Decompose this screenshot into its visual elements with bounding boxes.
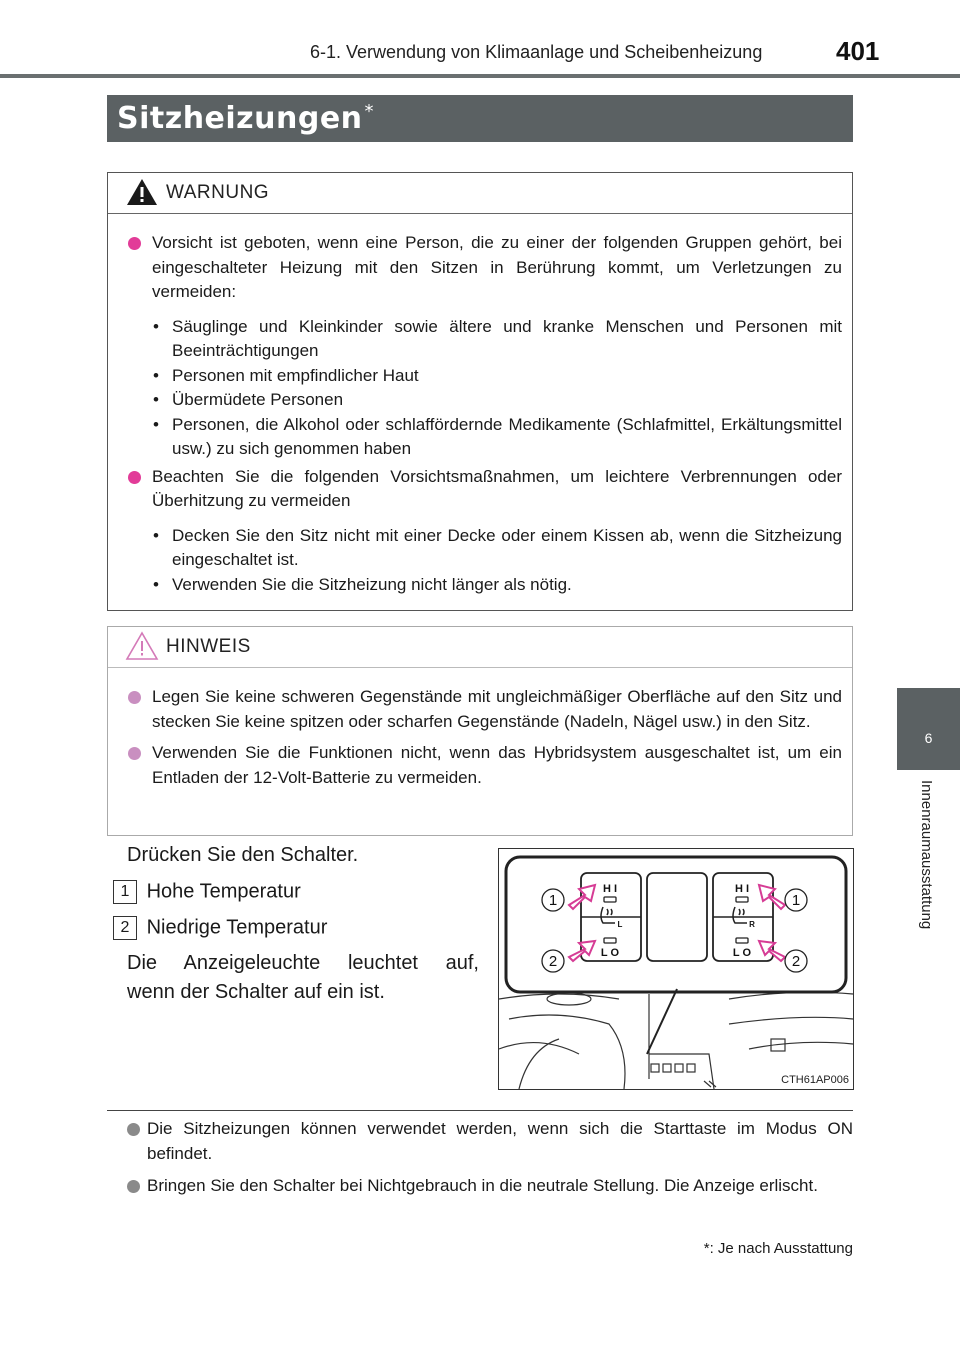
warning-item-text: Beachten Sie die folgenden Vorsichtsmaßnahmen, um leichtere Verbrennungen oder Überhitzung zu vermeiden: [152, 466, 842, 510]
step-label: Niedrige Temperatur: [146, 916, 328, 939]
bottom-notes: [127, 1117, 853, 1207]
optional-marker: *: [364, 101, 375, 122]
section-heading: 6-1. Verwendung von Klimaanlage und Scheibenheizung: [310, 42, 763, 62]
page-number: 401: [836, 36, 880, 66]
warning-subitem: [128, 413, 842, 462]
seat-heater-switch-figure: [498, 848, 854, 1090]
footnote-marker: *: [703, 1240, 710, 1257]
bullet-icon: •: [153, 414, 159, 434]
info-item-text: Die Sitzheizungen können verwendet werden, wenn sich die Starttaste im Modus ON befindet.: [147, 1119, 853, 1163]
bullet-icon: •: [153, 316, 159, 336]
callout-1-left: 1: [548, 892, 558, 909]
section-title-bar: [107, 95, 853, 142]
info-item: [127, 1174, 853, 1199]
hi-label-right: H I: [734, 883, 750, 895]
bullet-icon: •: [153, 365, 159, 385]
callout-1-right: 1: [791, 892, 801, 909]
callout-2-left: 2: [548, 953, 558, 970]
warning-subitem: [128, 524, 842, 573]
footnote: [704, 1240, 853, 1257]
lo-label-left: L O: [600, 947, 620, 959]
warning-subitem-text: Personen, die Alkohol oder schlaffördernde Medikamente (Schlafmittel, Erkältungsmittel usw.) zu sich genommen haben: [172, 414, 842, 458]
note-body: [128, 685, 842, 790]
note-box: [107, 626, 853, 836]
warning-item: [128, 465, 842, 514]
warning-subitem-text: Verwenden Sie die Sitzheizung nicht länger als nötig.: [172, 574, 572, 594]
seat-letter-right: R: [749, 920, 755, 929]
figure-code: CTH61AP006: [781, 1074, 849, 1086]
chapter-number: 6: [924, 730, 933, 746]
warning-subitem-text: Säuglinge und Kleinkinder sowie ältere und kranke Menschen und Personen mit Beeinträchtigungen: [172, 316, 842, 360]
bullet-icon: •: [153, 390, 159, 409]
note-item: [128, 741, 842, 790]
warning-item: [128, 231, 842, 305]
indicator-line-2: wenn der Schalter auf ein ist.: [127, 981, 385, 1003]
section-title: [117, 101, 374, 136]
warning-box: [107, 172, 853, 611]
step-number: 1: [113, 880, 137, 904]
info-item-text: Bringen Sie den Schalter bei Nichtgebrauch in die neutrale Stellung. Die Anzeige erlischt.: [147, 1176, 818, 1195]
footnote-text: : Je nach Ausstattung: [709, 1240, 853, 1257]
warning-subitem-text: Personen mit empfindlicher Haut: [172, 365, 419, 385]
warning-subitem-text: Decken Sie den Sitz nicht mit einer Decke oder einem Kissen ab, wenn die Sitzheizung eingeschaltet ist.: [172, 525, 842, 569]
seat-letter-left: L: [617, 920, 623, 929]
warning-item-text: Vorsicht ist geboten, wenn eine Person, die zu einer der folgenden Gruppen gehört, bei eingeschalteter Heizung mit den Sitzen in Berührung kommt, um Verletzungen zu vermeiden:: [152, 233, 842, 301]
warning-header: [108, 173, 852, 214]
note-item-text: Legen Sie keine schweren Gegenstände mit ungleichmäßiger Oberfläche auf den Sitz und stecken Sie keine spitzen oder scharfen Gegenstände (Nadeln, Nägel usw.) in den Sitz.: [152, 687, 842, 731]
bottom-rule: [107, 1110, 853, 1111]
indicator-line-1: Die Anzeigeleuchte leuchtet auf,: [127, 952, 479, 974]
info-item: [127, 1117, 853, 1166]
step-number: 2: [113, 916, 137, 940]
note-item-text: Verwenden Sie die Funktionen nicht, wenn das Hybridsystem ausgeschaltet ist, um ein Entladen der 12-Volt-Batterie zu vermeiden.: [152, 743, 842, 787]
warning-subitem-text: Übermüdete Personen: [172, 390, 344, 409]
callout-2-right: 2: [791, 953, 801, 970]
lo-label-right: L O: [732, 947, 752, 959]
warning-body: [128, 231, 842, 597]
caution-triangle-icon: [125, 631, 159, 661]
chapter-label: Innenraumausstattung: [918, 780, 935, 930]
step-high: [113, 880, 301, 904]
warning-subitem: [128, 388, 842, 413]
bullet-dot-icon: [128, 237, 141, 250]
bullet-icon: •: [153, 574, 159, 594]
dashboard-illustration: [499, 849, 853, 1089]
warning-heading: WARNUNG: [166, 182, 270, 203]
warning-subitem: [128, 573, 842, 598]
section-title-text: Sitzheizungen: [117, 101, 363, 136]
warning-subitem: [128, 364, 842, 389]
bullet-dot-icon: [127, 1123, 140, 1136]
header-rule: [0, 74, 960, 78]
chapter-tab: [897, 688, 960, 770]
bullet-dot-icon: [128, 747, 141, 760]
step-label: Hohe Temperatur: [146, 880, 301, 903]
step-low: [113, 916, 327, 940]
note-item: [128, 685, 842, 734]
instruction-intro: Drücken Sie den Schalter.: [127, 844, 359, 866]
note-header: [108, 627, 852, 668]
hi-label-left: H I: [602, 883, 618, 895]
bullet-dot-icon: [128, 471, 141, 484]
bullet-dot-icon: [127, 1180, 140, 1193]
bullet-icon: •: [153, 525, 159, 545]
warning-triangle-icon: [125, 177, 159, 207]
bullet-dot-icon: [128, 691, 141, 704]
note-heading: HINWEIS: [166, 636, 251, 657]
warning-subitem: [128, 315, 842, 364]
